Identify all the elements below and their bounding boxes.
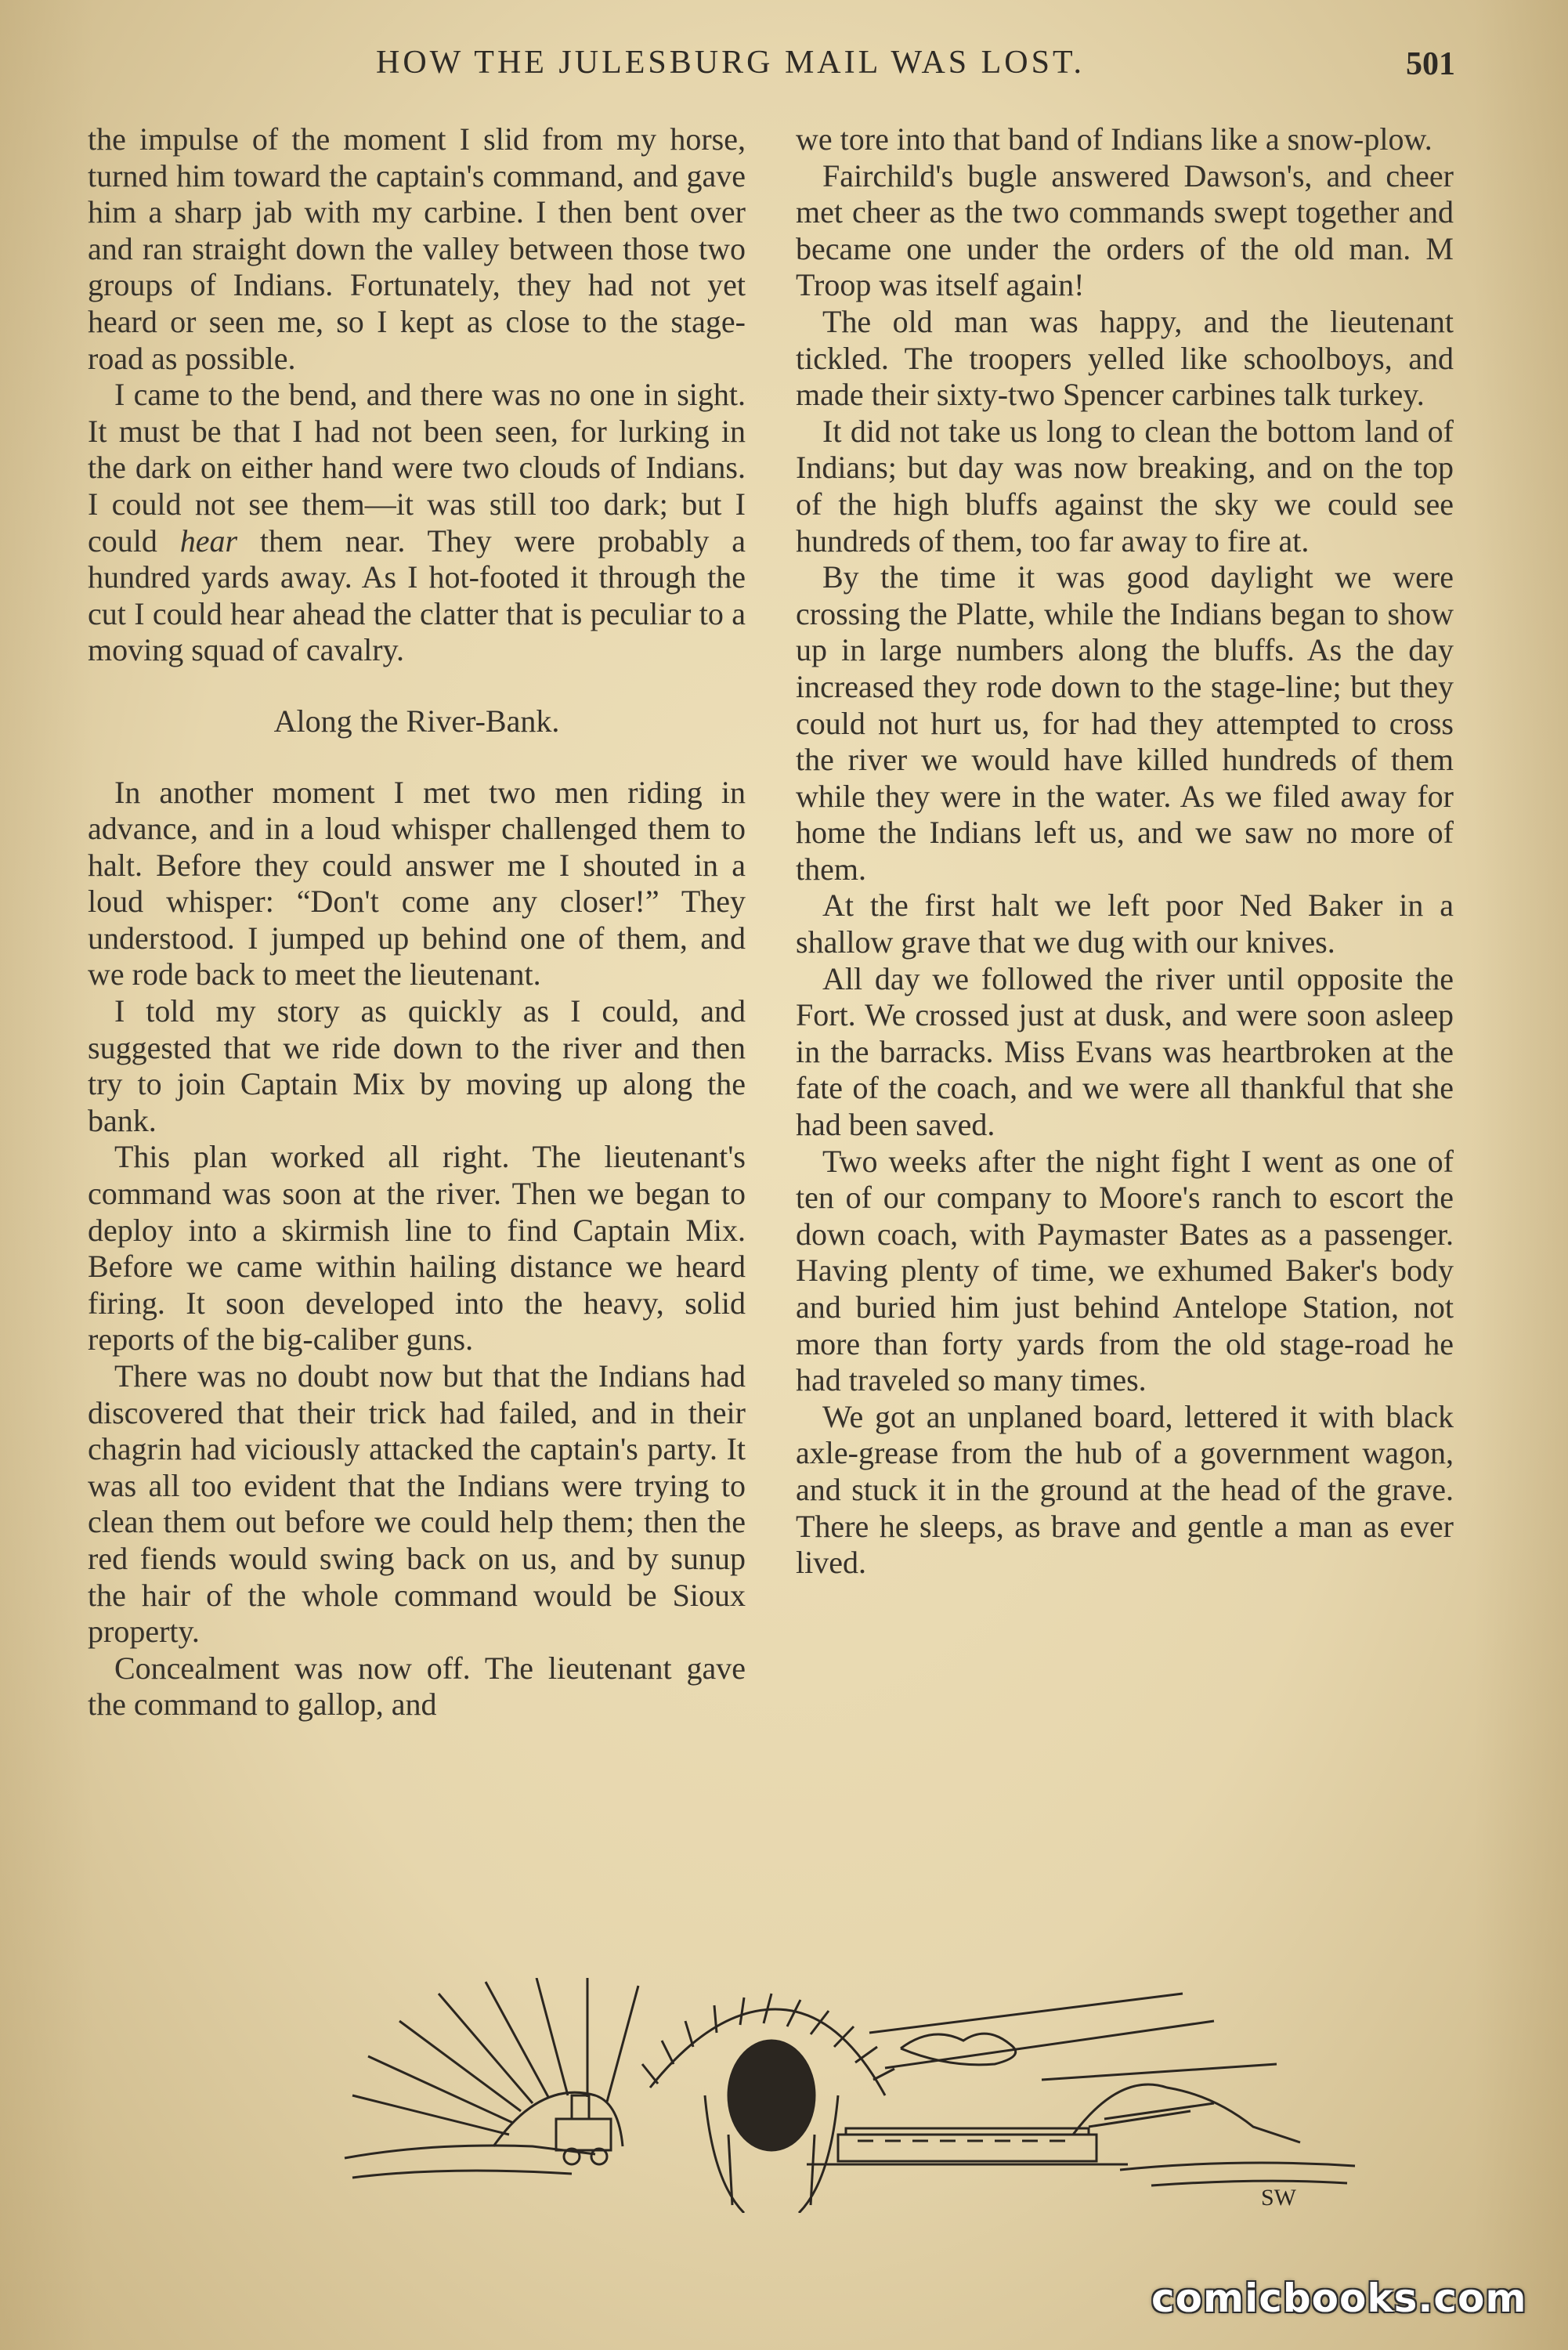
paragraph: In another moment I met two men riding in advance, and in a loud whisper challenged them to halt. Before they could answer me I shouted in a loud whisper: “Don't come any closer!” They understood. I jumped up behind one of them, and we rode back to meet the lieutenant. xyxy=(88,774,746,992)
paragraph: Concealment was now off. The lieutenant gave the command to gallop, and xyxy=(88,1650,746,1723)
tailpiece-illustration xyxy=(337,1978,1371,2213)
left-column xyxy=(88,121,746,1723)
cloud-icon xyxy=(901,2034,1016,2065)
paragraph: the impulse of the moment I slid from my horse, turned him toward the captain's command, and gave him a sharp jab with my carbine. I then bent over and ran straight down the valley between those two groups of Indians. Fortunately, they had not yet heard or seen me, so I kept as close to the stage-road as possible. xyxy=(88,121,746,376)
running-title: HOW THE JULESBURG MAIL WAS LOST. xyxy=(376,45,1086,81)
sun-rays-icon xyxy=(352,1978,638,2135)
paragraph: There was no doubt now but that the Indians had discovered that their trick had failed, and in their chagrin had viciously attacked the captain's party. It was all too evident that the Indians were trying to clean them out before we could help them; then the red fiends would swing back on us, and by sunup the hair of the whole command would be Sioux property. xyxy=(88,1358,746,1650)
paragraph: By the time it was good daylight we were crossing the Platte, while the Indians began to show up in large numbers along the bluffs. As the day increased they rode down to the stage-line; but they could not hurt us, for had they attempted to cross the river we would have killed hundreds of them while they were in the water. As we filed away for home the Indians left us, and we saw no more of them. xyxy=(796,559,1454,887)
section-subhead: Along the River-Bank. xyxy=(273,703,560,739)
mountain-icon xyxy=(1073,2084,1300,2142)
paragraph: we tore into that band of Indians like a snow-plow. xyxy=(796,121,1433,157)
paragraph: I came to the bend, and there was no one in sight. It must be that I had not been seen, for lurking in the dark on either hand were two clouds of Indians. I could not see them—it was still too dark; but I could hear them near. They were probably a hundred yards away. As I hot-footed it through the cut I could hear ahead the clatter that is peculiar to a moving squad of cavalry. xyxy=(88,377,746,668)
paragraph: It did not take us long to clean the bottom land of Indians; but day was now breaking, and on the top of the high bluffs against the sky we could see hundreds of them, too far away to fire at. xyxy=(796,413,1454,559)
railroad-car-icon xyxy=(807,2128,1128,2164)
paragraph: We got an unplaned board, lettered it with black axle-grease from the hub of a government wagon, and stuck it in the ground at the head of the grave. There he sleeps, as brave and gentle a man as ever lived. xyxy=(796,1398,1454,1581)
paragraph: I told my story as quickly as I could, and suggested that we ride down to the river and then try to join Captain Mix by moving up along the bank. xyxy=(88,993,746,1138)
paragraph: All day we followed the river until opposite the Fort. We crossed just at dusk, and were soon asleep in the barracks. Miss Evans was heartbroken at the fate of the coach, and we were all thankful that she had been saved. xyxy=(796,960,1454,1143)
right-column xyxy=(796,121,1454,1582)
emphasis: hear xyxy=(179,522,238,559)
page-number: 501 xyxy=(1406,46,1455,82)
artist-signature: SW xyxy=(1261,2185,1296,2211)
paragraph: The old man was happy, and the lieutenant tickled. The troopers yelled like schoolboys, and made their sixty-two Spencer carbines talk turkey. xyxy=(796,303,1454,413)
site-watermark: comicbooks.com xyxy=(1151,2276,1527,2321)
paragraph: This plan worked all right. The lieutenant's command was soon at the river. Then we began to deploy into a skirmish line to find Captain Mix. Before we came within hailing distance we heard firing. It soon developed into the heavy, solid reports of the big-caliber guns. xyxy=(88,1139,746,1358)
locomotive-icon xyxy=(556,2095,611,2164)
paragraph: Fairchild's bugle answered Dawson's, and cheer met cheer as the two commands swept together and became one under the orders of the old man. M Troop was itself again! xyxy=(796,157,1454,303)
paragraph: At the first halt we left poor Ned Baker in a shallow grave that we dug with our knives. xyxy=(796,888,1454,960)
warrior-headdress-icon xyxy=(642,1994,894,2213)
paragraph: Two weeks after the night fight I went as one of ten of our company to Moore's ranch to escort the down coach, with Paymaster Bates as a passenger. Having plenty of time, we exhumed Baker's body and buried him just behind Antelope Station, not more than forty yards from the old stage-road he had traveled so many times. xyxy=(796,1143,1454,1398)
